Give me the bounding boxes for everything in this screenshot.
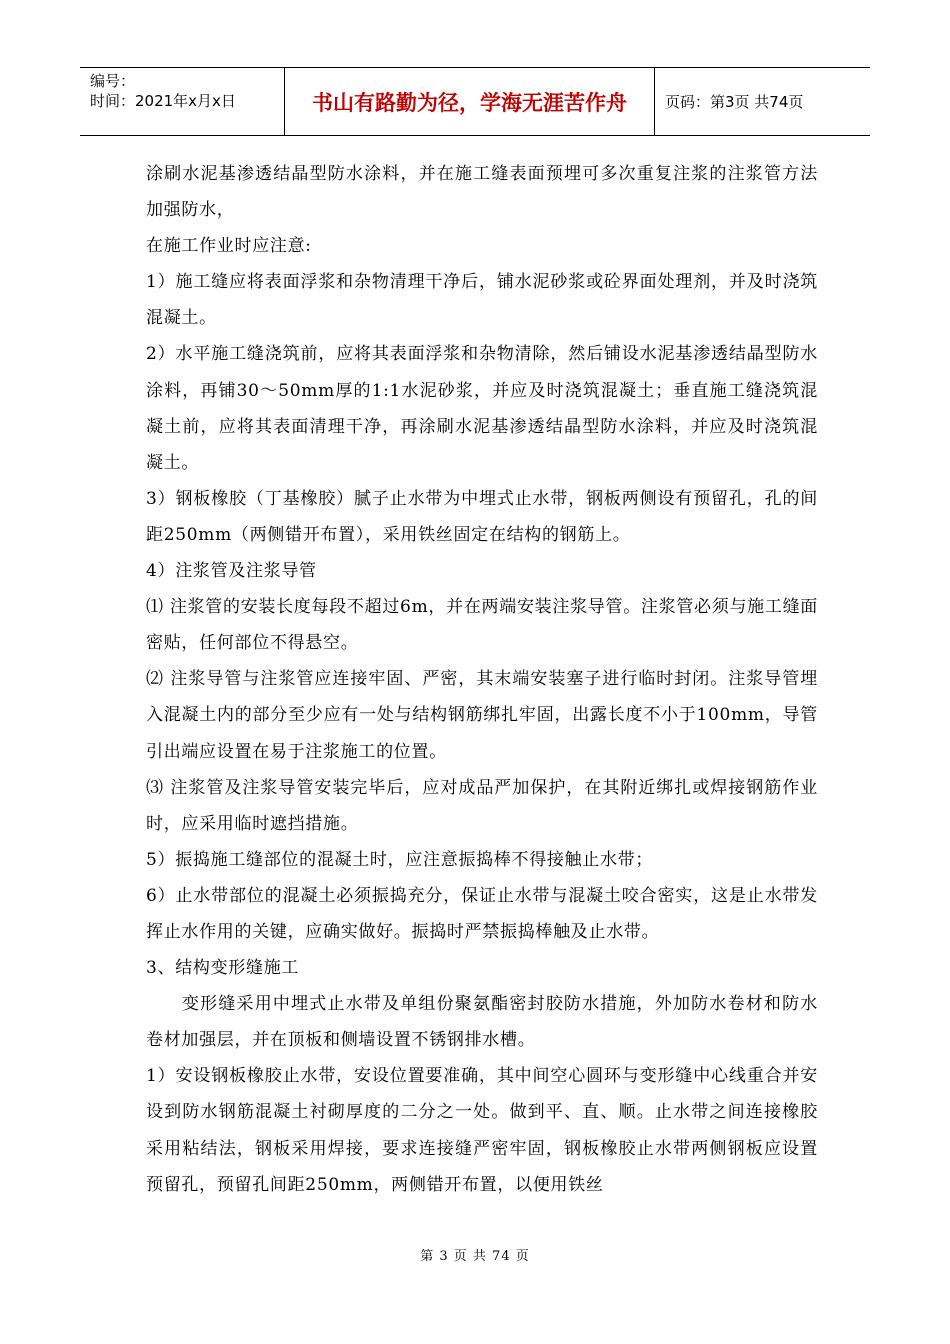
- paragraph: 3）钢板橡胶（丁基橡胶）腻子止水带为中埋式止水带，钢板两侧设有预留孔，孔的间距250mm（两侧错开布置），采用铁丝固定在结构的钢筋上。: [146, 488, 818, 545]
- paragraph: ⑵ 注浆导管与注浆管应连接牢固、严密，其末端安装塞子进行临时封闭。注浆导管埋入混凝土内的部分至少应有一处与结构钢筋绑扎牢固，出露长度不小于100mm，导管引出端应设置在易于注浆施工的位置。: [146, 669, 818, 762]
- paragraph: 5）振捣施工缝部位的混凝土时，应注意振捣棒不得接触止水带；: [146, 849, 654, 870]
- section-heading: 3、结构变形缝施工: [146, 958, 300, 979]
- paragraph: ⑴ 注浆管的安装长度每段不超过6m，并在两端安装注浆导管。注浆管必须与施工缝面密贴，任何部位不得悬空。: [146, 597, 818, 654]
- page-header: [80, 67, 870, 136]
- paragraph: 涂刷水泥基渗透结晶型防水涂料，并在施工缝表面预埋可多次重复注浆的注浆管方法加强防水，: [146, 164, 818, 221]
- paragraph: 6）止水带部位的混凝土必须振捣充分，保证止水带与混凝土咬合密实，这是止水带发挥止水作用的关键，应确实做好。振捣时严禁振捣棒触及止水带。: [146, 885, 818, 942]
- paragraph: 1）安设钢板橡胶止水带，安设位置要准确，其中间空心圆环与变形缝中心线重合并安设到防水钢筋混凝土衬砌厚度的二分之一处。做到平、直、顺。止水带之间连接橡胶采用粘结法，钢板采用焊接，要求连接缝严密牢固，钢板橡胶止水带两侧钢板应设置预留孔，预留孔间距250mm，两侧错开布置，以便用铁丝: [146, 1066, 818, 1195]
- header-page-cell: [655, 68, 870, 135]
- document-date: 时间：2021年x月x日: [90, 92, 236, 110]
- header-motto: 书山有路勤为径，学海无涯苦作舟: [312, 91, 627, 115]
- document-body: [146, 156, 818, 1203]
- page-footer: 第 3 页 共 74 页: [420, 1249, 530, 1264]
- paragraph: ⑶ 注浆管及注浆导管安装完毕后，应对成品严加保护，在其附近绑扎或焊接钢筋作业时，应采用临时遮挡措施。: [146, 777, 818, 834]
- paragraph: 1）施工缝应将表面浮浆和杂物清理干净后，铺水泥砂浆或砼界面处理剂，并及时浇筑混凝土。: [146, 272, 818, 329]
- document-number-label: 编号：: [90, 72, 136, 90]
- paragraph: 2）水平施工缝浇筑前，应将其表面浮浆和杂物清除，然后铺设水泥基渗透结晶型防水涂料，再铺30～50mm厚的1:1水泥砂浆，并应及时浇筑混凝土；垂直施工缝浇筑混凝土前，应将其表面清理干净，再涂刷水泥基渗透结晶型防水涂料，并应及时浇筑混凝土。: [146, 344, 818, 473]
- paragraph: 4）注浆管及注浆导管: [146, 561, 317, 582]
- header-page-number: 页码：第3页 共74页: [665, 93, 804, 111]
- header-meta-cell: [80, 68, 285, 135]
- paragraph: 在施工作业时应注意:: [146, 236, 312, 257]
- header-motto-cell: [285, 68, 655, 135]
- paragraph: 变形缝采用中埋式止水带及单组份聚氨酯密封胶防水措施，外加防水卷材和防水卷材加强层，并在顶板和侧墙设置不锈钢排水槽。: [146, 994, 818, 1051]
